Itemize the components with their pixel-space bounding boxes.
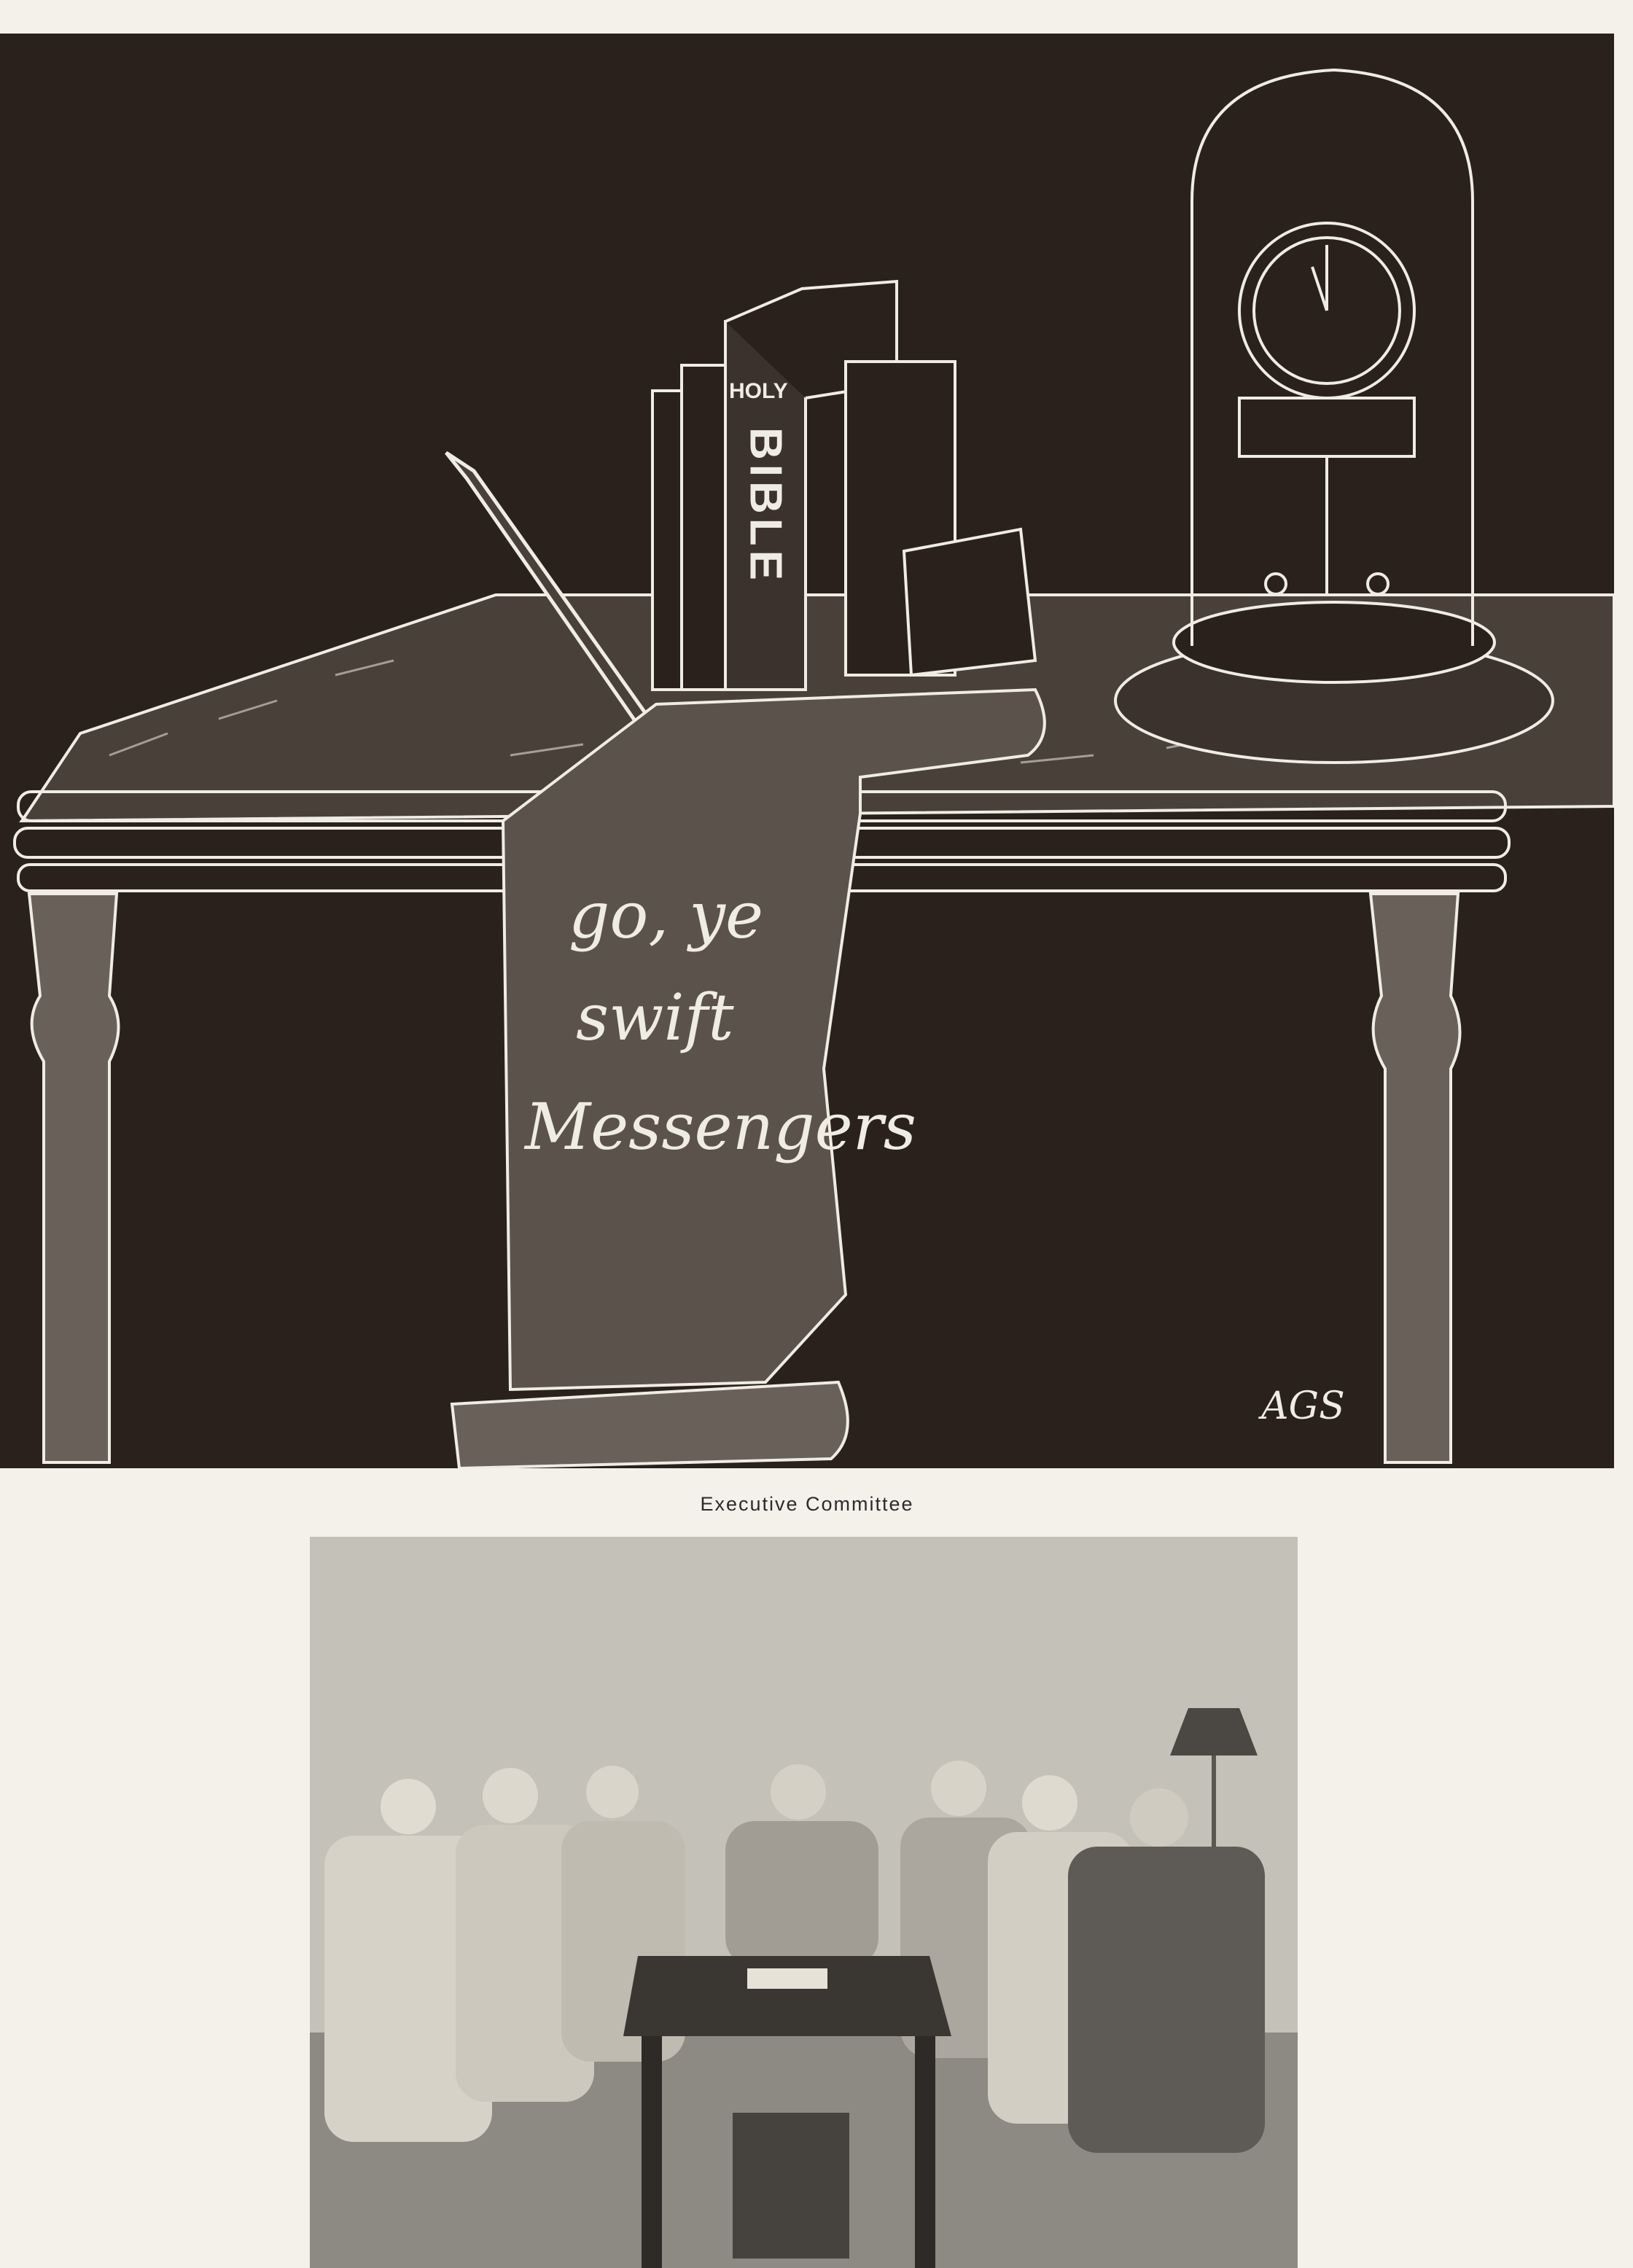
anniversary-clock (1115, 70, 1553, 763)
group-photo-canvas (310, 1537, 1298, 2268)
scroll-text-line-3: Messengers (525, 1089, 916, 1164)
executive-committee-photo (310, 1537, 1298, 2268)
papers-on-table (747, 1968, 827, 1989)
table-leg-right (1371, 894, 1460, 1462)
scratchboard-illustration (0, 34, 1614, 1468)
table-leg-left (29, 894, 119, 1462)
scroll-text-line-2: swift (576, 980, 734, 1055)
bookend (904, 529, 1035, 675)
clock-case (1239, 398, 1414, 456)
pendulum-ball-right (1368, 574, 1388, 594)
clock-pedestal (1174, 602, 1494, 682)
scroll-roll (452, 1382, 848, 1468)
illustration-canvas (0, 34, 1614, 1468)
scroll-text-line-1: go, ye (569, 878, 764, 953)
photo-caption: Executive Committee (700, 1493, 914, 1515)
bible-spine-top-text: HOLY (729, 379, 788, 403)
artist-signature: AGS (1261, 1384, 1345, 1428)
scroll-lettering (523, 878, 916, 1164)
glass-dome (1192, 70, 1473, 646)
bible-spine-text: BIBLE (740, 427, 791, 585)
clock-hand-hour (1312, 267, 1327, 311)
pendulum-ball-left (1266, 574, 1286, 594)
